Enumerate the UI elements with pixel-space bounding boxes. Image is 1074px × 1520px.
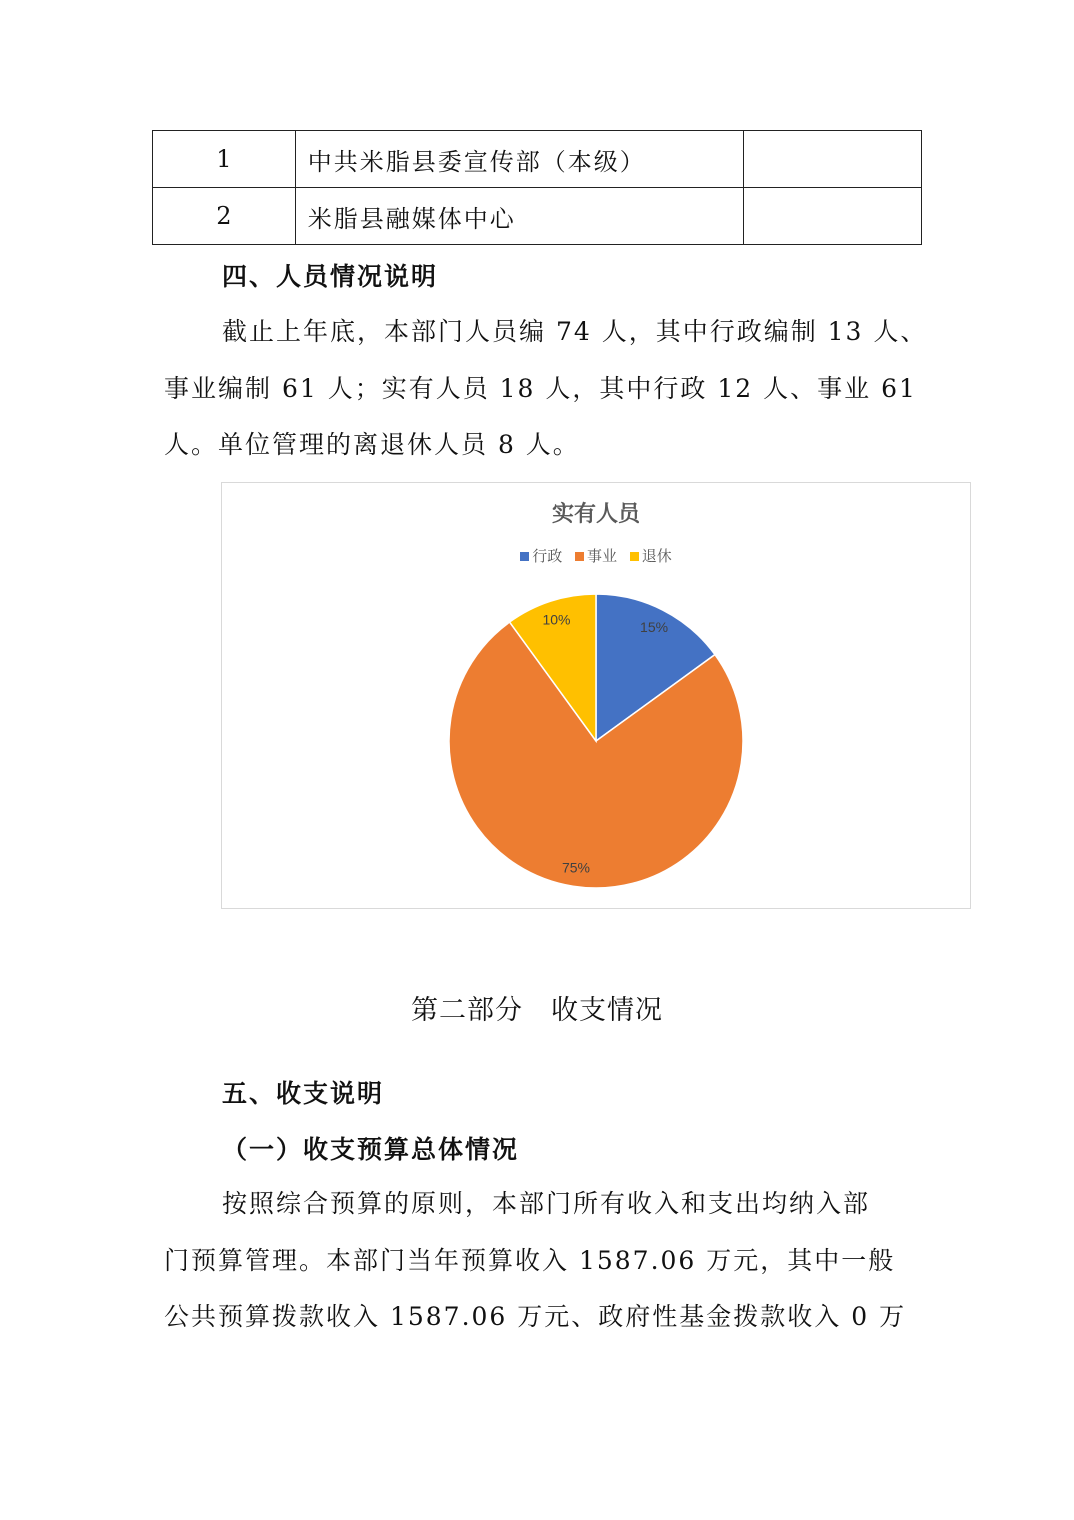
table-row <box>153 188 922 245</box>
paragraph-line: 截止上年底，本部门人员编 74 人，其中行政编制 13 人、 <box>222 317 928 346</box>
chart-title: 实有人员 <box>551 502 640 527</box>
legend-label: 事业 <box>586 547 617 565</box>
row-note <box>744 188 922 245</box>
pie-chart <box>221 482 971 909</box>
table-row <box>153 131 922 188</box>
paragraph-line: 人。单位管理的离退休人员 8 人。 <box>164 430 580 459</box>
section5-heading: 五、收支说明 <box>222 1079 385 1108</box>
row-note <box>744 131 922 188</box>
row-number: 2 <box>153 188 296 245</box>
section5-subheading: （一）收支预算总体情况 <box>222 1135 520 1164</box>
part-title: 第二部分 收支情况 <box>411 995 663 1026</box>
section4-heading: 四、人员情况说明 <box>222 262 439 291</box>
unit-name: 中共米脂县委宣传部（本级） <box>295 131 743 188</box>
unit-table <box>152 130 922 245</box>
paragraph-line: 公共预算拨款收入 1587.06 万元、政府性基金拨款收入 0 万 <box>164 1302 907 1331</box>
pie-plot <box>222 483 970 908</box>
paragraph-line: 事业编制 61 人；实有人员 18 人，其中行政 12 人、事业 61 <box>164 374 917 403</box>
unit-name: 米脂县融媒体中心 <box>295 188 743 245</box>
data-label: 15% <box>640 619 669 636</box>
data-label: 75% <box>561 859 591 876</box>
row-number: 1 <box>153 131 296 188</box>
legend-label: 行政 <box>532 547 563 565</box>
data-label: 10% <box>542 611 571 628</box>
paragraph-line: 按照综合预算的原则，本部门所有收入和支出均纳入部 <box>222 1189 871 1218</box>
paragraph-line: 门预算管理。本部门当年预算收入 1587.06 万元，其中一般 <box>164 1246 896 1275</box>
legend-label: 退休 <box>641 547 672 565</box>
